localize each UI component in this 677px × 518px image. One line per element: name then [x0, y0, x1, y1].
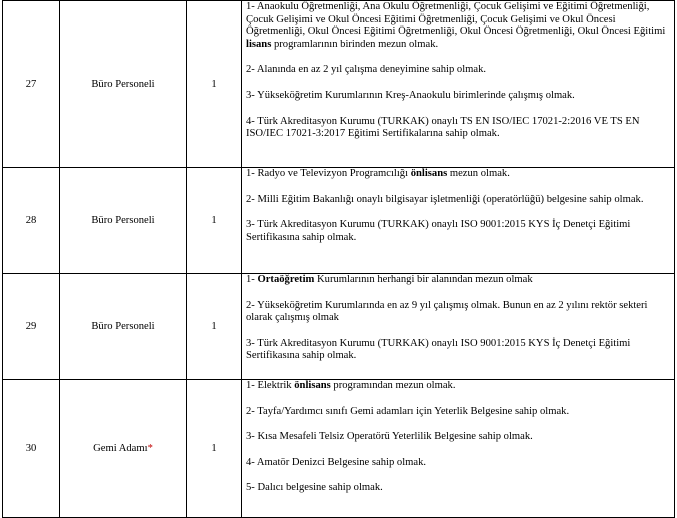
position-title — [60, 380, 187, 518]
position-title-text: Büro Personeli — [91, 215, 155, 226]
requirement-text: 3- Kısa Mesafeli Telsiz Operatörü Yeterlilik Belgesine sahip olmak. — [246, 431, 533, 443]
requirement-item — [246, 90, 671, 103]
requirement-item — [246, 406, 671, 419]
position-title — [60, 274, 187, 380]
row-number: 29 — [3, 274, 60, 380]
requirement-text: Kurumlarının herhangi bir alanından mezun olmak — [314, 274, 533, 285]
position-title-text: Büro Personeli — [91, 78, 155, 90]
requirement-text: 2- Tayfa/Yardımcı sınıfı Gemi adamları için Yeterlik Belgesine sahip olmak. — [246, 405, 570, 417]
row-number: 30 — [3, 380, 60, 518]
requirement-text: 1- — [246, 274, 258, 285]
requirement-text: mezun olmak. — [447, 168, 510, 179]
requirement-item — [246, 338, 671, 363]
requirements-cell — [242, 380, 675, 518]
requirement-item — [246, 482, 671, 495]
row-number: 28 — [3, 168, 60, 274]
position-title-text: Gemi Adamı — [93, 443, 148, 454]
requirement-text: 5- Dalıcı belgesine sahip olmak. — [246, 482, 383, 494]
asterisk-mark: * — [147, 443, 153, 454]
position-title — [60, 1, 187, 168]
requirement-emphasis: önlisans — [294, 380, 331, 391]
requirement-item — [246, 274, 671, 287]
requirement-text: 2- Yükseköğretim Kurumlarında en az 9 yıl çalışmış olmak. Bunun en az 2 yılını rektör sekteri olarak çalışmış olmak — [246, 299, 648, 324]
requirement-text: 1- Radyo ve Televizyon Programcılığı — [246, 168, 411, 179]
requirement-item — [246, 219, 671, 244]
requirement-text: 2- Milli Eğitim Bakanlığı onaylı bilgisayar işletmenliği (operatörlüğü) belgesine sahip olmak. — [246, 193, 644, 205]
requirement-emphasis: Ortaöğretim — [257, 274, 315, 285]
position-count: 1 — [187, 168, 242, 274]
requirement-text: 1- Elektrik — [246, 380, 295, 391]
requirement-item — [246, 194, 671, 207]
table-row — [3, 380, 675, 518]
requirement-item — [246, 116, 671, 141]
requirement-item — [246, 431, 671, 444]
requirement-item — [246, 300, 671, 325]
requirement-item — [246, 64, 671, 77]
table-row — [3, 168, 675, 274]
requirement-text: 3- Yükseköğretim Kurumlarının Kreş-Anaokulu birimlerinde çalışmış olmak. — [246, 89, 575, 101]
requirement-emphasis: lisans — [246, 38, 272, 50]
requirement-text: 3- Türk Akreditasyon Kurumu (TURKAK) onaylı ISO 9001:2015 KYS İç Denetçi Eğitimi Sertifikasına sahip olmak. — [246, 219, 631, 243]
table-row — [3, 274, 675, 380]
position-title — [60, 168, 187, 274]
requirement-text: 3- Türk Akreditasyon Kurumu (TURKAK) onaylı ISO 9001:2015 KYS İç Denetçi Eğitimi Sertifikasına sahip olmak. — [246, 337, 631, 362]
requirement-item — [246, 457, 671, 470]
position-title-text: Büro Personeli — [91, 321, 155, 332]
requirement-item — [246, 380, 671, 393]
requirement-text: 4- Amatör Denizci Belgesine sahip olmak. — [246, 456, 427, 468]
requirement-text: 2- Alanında en az 2 yıl çalışma deneyimine sahip olmak. — [246, 64, 487, 76]
requirements-cell — [242, 274, 675, 380]
requirement-text: 4- Türk Akreditasyon Kurumu (TURKAK) onaylı TS EN ISO/IEC 17021-2:2016 VE TS EN ISO/IEC 17021-3:2017 Eğitimi Sertifikalarına sahip olmak. — [246, 115, 640, 140]
requirement-emphasis: önlisans — [410, 168, 448, 179]
position-count: 1 — [187, 274, 242, 380]
position-count: 1 — [187, 380, 242, 518]
requirement-item — [246, 1, 671, 51]
row-number: 27 — [3, 1, 60, 168]
position-count: 1 — [187, 1, 242, 168]
requirement-text: programlarının birinden mezun olmak. — [271, 38, 439, 50]
requirements-cell — [242, 168, 675, 274]
requirements-cell — [242, 1, 675, 168]
requirement-text: 1- Anaokulu Öğretmenliği, Ana Okulu Öğretmenliği, Çocuk Gelişimi ve Eğitimi Öğretmenliği, Çocuk Gelişimi ve Okul Öncesi Eğitimi Öğretmenliği, Çocuk Gelişimi ve Okul Öncesi Öğretmenliği, Okul Öncesi Eğitimi Öğretmenliği, Okul Öncesi Öğretmenliği, Okul Öncesi Eğitimi — [246, 1, 666, 38]
positions-table — [2, 0, 675, 518]
requirement-text: programından mezun olmak. — [330, 380, 456, 391]
requirement-item — [246, 168, 671, 181]
table-row — [3, 1, 675, 168]
